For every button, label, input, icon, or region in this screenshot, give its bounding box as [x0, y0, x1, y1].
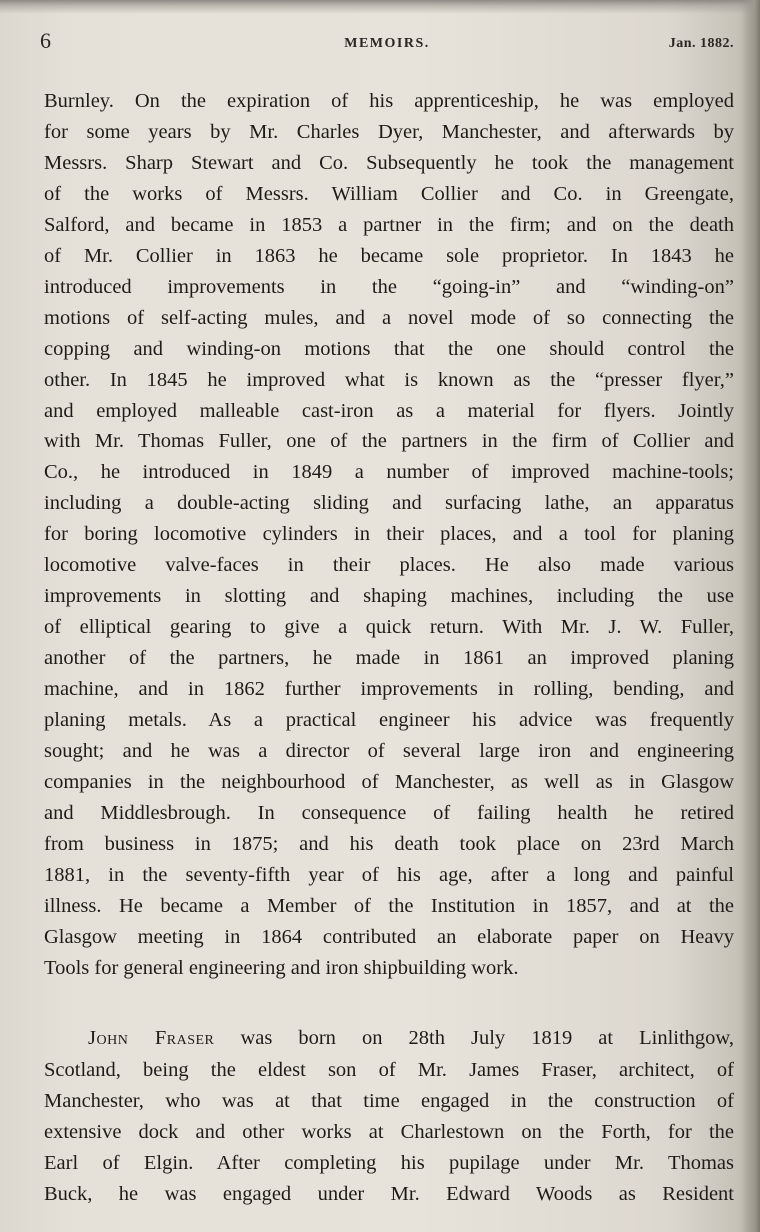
paragraph-line: with Mr. Thomas Fuller, one of the partners in the firm of Collier and: [44, 430, 734, 453]
paragraph-line: Messrs. Sharp Stewart and Co. Subsequently he took the management: [44, 151, 734, 174]
page-number: 6: [40, 28, 51, 53]
paragraph-line: companies in the neighbourhood of Manchester, as well as in Glasgow: [44, 770, 734, 793]
paragraph-line: Scotland, being the eldest son of Mr. James Fraser, architect, of: [44, 1059, 734, 1081]
paragraph-line: Salford, and became in 1853 a partner in the firm; and on the death: [44, 213, 734, 236]
paragraph-line: machine, and in 1862 further improvements in rolling, bending, and: [44, 678, 734, 700]
paragraph-line: copping and winding-on motions that the one should control the: [44, 337, 734, 360]
running-title: MEMOIRS.: [344, 36, 430, 51]
paragraph-line: for some years by Mr. Charles Dyer, Manchester, and afterwards by: [44, 121, 734, 143]
paragraph-line: sought; and he was a director of several large iron and engineering: [44, 739, 734, 762]
paragraph-line: Buck, he was engaged under Mr. Edward Woods as Resident: [44, 1183, 734, 1205]
paragraph-line: [88, 1023, 734, 1053]
paragraph-line: Co., he introduced in 1849 a number of improved machine-tools;: [44, 461, 734, 484]
paragraph-line: and Middlesbrough. In consequence of failing health he retired: [44, 801, 734, 824]
paragraph-line: Glasgow meeting in 1864 contributed an elaborate paper on Heavy: [44, 925, 734, 948]
paragraph-line: motions of self-acting mules, and a novel mode of so connecting the: [44, 306, 734, 329]
paragraph-line-text: was born on 28th July 1819 at Linlithgow,: [240, 1027, 734, 1049]
paragraph-line: from business in 1875; and his death took place on 23rd March: [44, 832, 734, 855]
person-name: John Fraser: [88, 1027, 215, 1049]
paragraph-line: including a double-acting sliding and surfacing lathe, an apparatus: [44, 492, 734, 515]
paragraph-line: of elliptical gearing to give a quick return. With Mr. J. W. Fuller,: [44, 616, 734, 639]
page-right-edge: [742, 0, 760, 1232]
paragraph-line: Manchester, who was at that time engaged in the construction of: [44, 1090, 734, 1112]
paragraph-line: of Mr. Collier in 1863 he became sole proprietor. In 1843 he: [44, 244, 734, 267]
paragraph-line: illness. He became a Member of the Institution in 1857, and at the: [44, 894, 734, 917]
paragraph-line: extensive dock and other works at Charlestown on the Forth, for the: [44, 1121, 734, 1143]
paragraph-line: other. In 1845 he improved what is known as the “presser flyer,”: [44, 368, 734, 391]
paragraph-line: Tools for general engineering and iron shipbuilding work.: [44, 956, 519, 979]
paragraph-line: introduced improvements in the “going-in” and “winding-on”: [44, 275, 734, 298]
paragraph-line: planing metals. As a practical engineer his advice was frequently: [44, 709, 734, 731]
header-date: Jan. 1882.: [668, 36, 734, 51]
paragraph-line: improvements in slotting and shaping machines, including the use: [44, 585, 734, 608]
paragraph-line: locomotive valve-faces in their places. He also made various: [44, 554, 734, 577]
paragraph-line: another of the partners, he made in 1861 an improved planing: [44, 647, 734, 670]
page-top-shadow: [0, 0, 760, 14]
paragraph-line: Earl of Elgin. After completing his pupilage under Mr. Thomas: [44, 1152, 734, 1174]
paragraph-line: for boring locomotive cylinders in their places, and a tool for planing: [44, 523, 734, 546]
paragraph-line: of the works of Messrs. William Collier and Co. in Greengate,: [44, 182, 734, 205]
paragraph-line: 1881, in the seventy-fifth year of his age, after a long and painful: [44, 863, 734, 886]
paragraph-line: Burnley. On the expiration of his apprenticeship, he was employed: [44, 90, 734, 112]
paragraph-line: and employed malleable cast-iron as a material for flyers. Jointly: [44, 399, 734, 422]
running-header: [40, 28, 734, 68]
